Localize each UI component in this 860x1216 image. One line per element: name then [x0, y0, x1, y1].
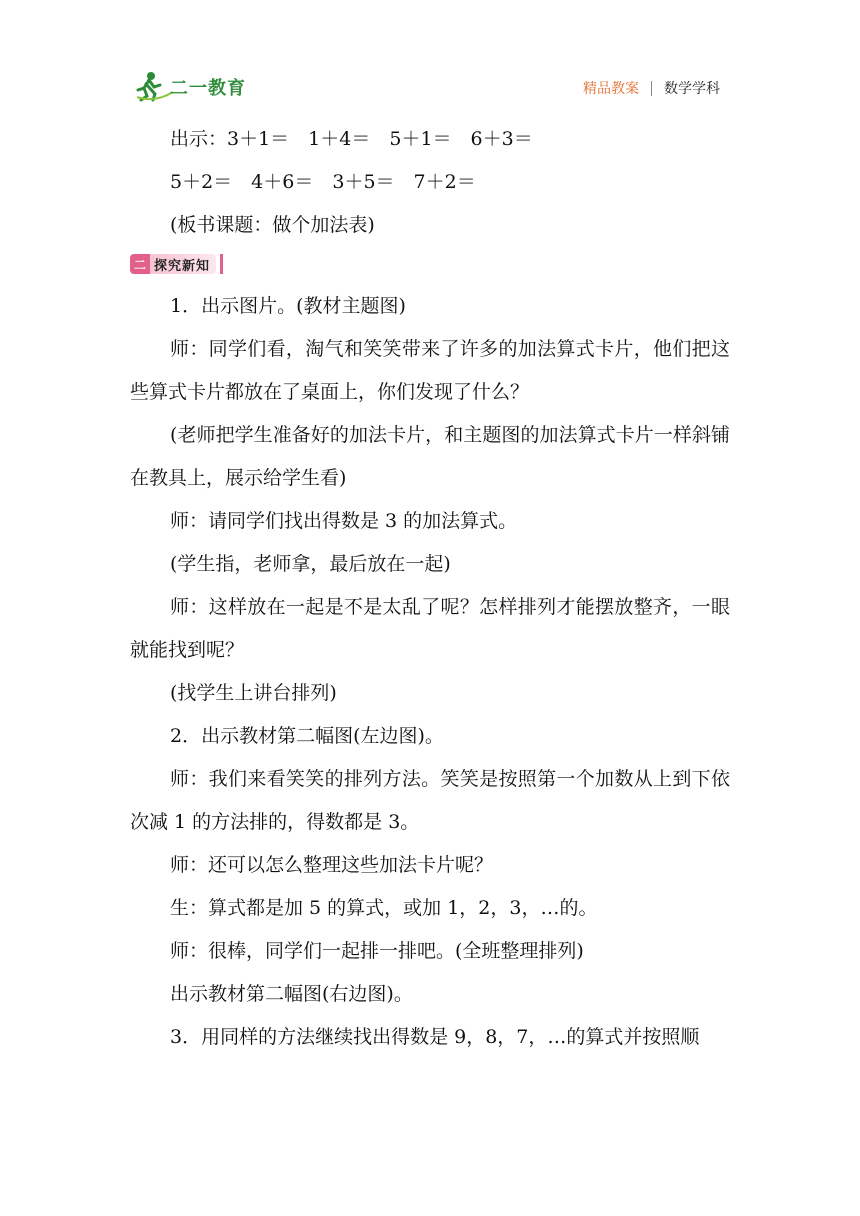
paragraph: (找学生上讲台排列): [170, 682, 337, 704]
paragraph: 师：这样放在一起是不是太乱了呢？怎样排列才能摆放整齐，一眼就能找到呢？: [130, 596, 730, 661]
paragraph: 师：同学们看，淘气和笑笑带来了许多的加法算式卡片，他们把这些算式卡片都放在了桌面上，你们发现了什么？: [130, 338, 730, 403]
paragraph: 3．用同样的方法继续找出得数是 9，8，7，…的算式并按照顺: [170, 1026, 700, 1048]
paragraph: 生：算式都是加 5 的算式，或加 1，2，3，…的。: [170, 897, 598, 919]
example-line-2: 5＋2＝ 4＋6＝ 3＋5＝ 7＋2＝: [170, 171, 476, 193]
section-title: 探究新知: [154, 258, 211, 274]
header-subject: 数学学科: [664, 81, 720, 97]
section-heading: [130, 251, 730, 277]
paragraph: 1．出示图片。(教材主题图): [170, 295, 406, 317]
paragraph: (学生指，老师拿，最后放在一起): [170, 553, 451, 575]
paragraph: 出示教材第二幅图(右边图)。: [170, 983, 413, 1005]
section-label: [130, 254, 216, 274]
paragraph: 师：请同学们找出得数是 3 的加法算式。: [170, 510, 518, 532]
header-meta: [583, 78, 720, 98]
header-divider: [651, 81, 652, 96]
document-body: [130, 118, 730, 1059]
section-marker: [220, 254, 223, 274]
brand-name: 二一教育: [170, 78, 246, 99]
header-tag: 精品教案: [583, 81, 639, 97]
topic-note: (板书课题：做个加法表): [170, 214, 375, 236]
paragraph: 师：我们来看笑笑的排列方法。笑笑是按照第一个加数从上到下依次减 1 的方法排的，得数都是 3。: [130, 768, 730, 833]
paragraph: 2．出示教材第二幅图(左边图)。: [170, 725, 444, 747]
paragraph: 师：还可以怎么整理这些加法卡片呢？: [170, 854, 494, 876]
page-header: [0, 0, 860, 110]
section-number: 二: [130, 254, 150, 274]
example-line-1: 出示：3＋1＝ 1＋4＝ 5＋1＝ 6＋3＝: [170, 128, 533, 150]
paragraph: (老师把学生准备好的加法卡片，和主题图的加法算式卡片一样斜铺在教具上，展示给学生看): [130, 424, 730, 489]
paragraph: 师：很棒，同学们一起排一排吧。(全班整理排列): [170, 940, 584, 962]
